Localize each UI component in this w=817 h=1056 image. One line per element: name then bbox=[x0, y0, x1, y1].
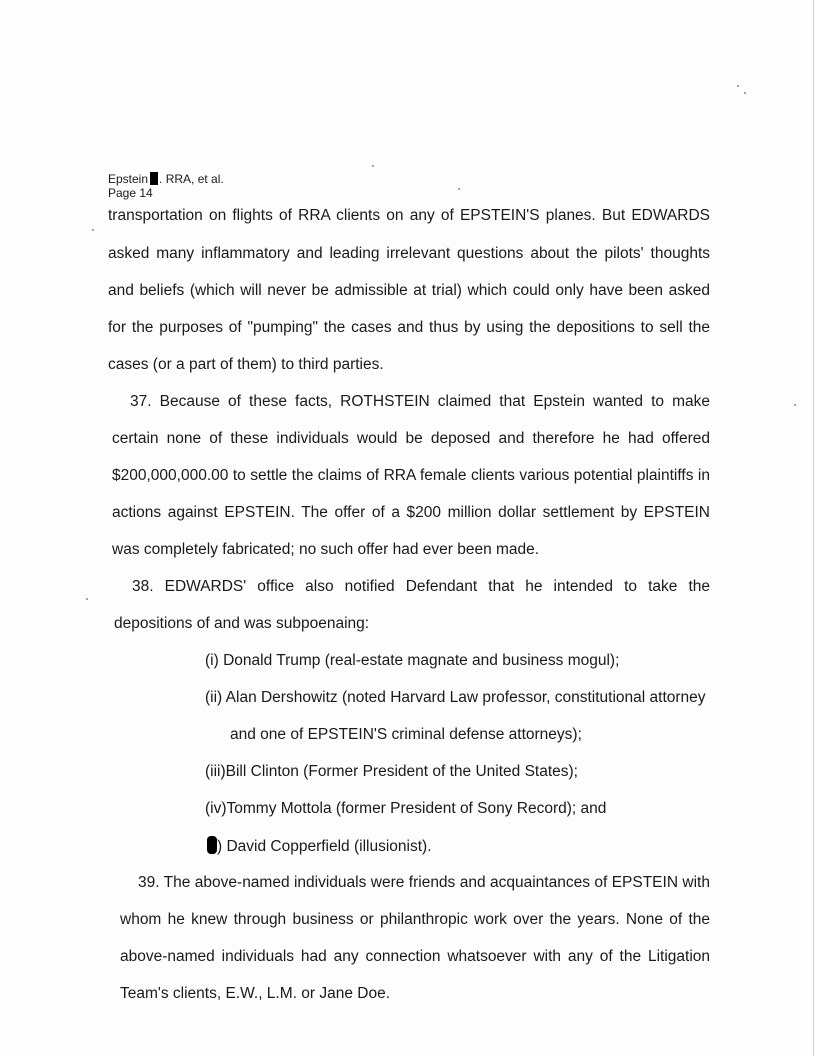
body-line: for the purposes of "pumping" the cases and thus by using the depositions to sell the bbox=[108, 319, 710, 336]
redaction-block bbox=[207, 836, 217, 854]
body-line: cases (or a part of them) to third parties. bbox=[108, 356, 384, 373]
body-line: Team's clients, E.W., L.M. or Jane Doe. bbox=[120, 985, 391, 1002]
scan-speck bbox=[737, 85, 739, 87]
body-line: transportation on flights of RRA clients on any of EPSTEIN'S planes. But EDWARDS bbox=[108, 207, 710, 224]
scan-speck bbox=[86, 598, 88, 600]
page-number: Page 14 bbox=[108, 186, 153, 200]
body-line: asked many inflammatory and leading irrelevant questions about the pilots' thoughts bbox=[108, 245, 710, 262]
body-line: actions against EPSTEIN. The offer of a $200 million dollar settlement by EPSTEIN bbox=[112, 504, 710, 521]
list-item-dershowitz: (ii) Alan Dershowitz (noted Harvard Law professor, constitutional attorney bbox=[205, 689, 706, 706]
caption-name: Epstein bbox=[108, 172, 149, 186]
body-line: was completely fabricated; no such offer had ever been made. bbox=[112, 541, 540, 558]
paragraph-38-line: 38. EDWARDS' office also notified Defendant that he intended to take the bbox=[132, 578, 710, 595]
caption-rest: . RRA, et al. bbox=[159, 172, 224, 186]
paragraph-37-line: 37. Because of these facts, ROTHSTEIN claimed that Epstein wanted to make bbox=[130, 393, 710, 410]
body-line: above-named individuals had any connection whatsoever with any of the Litigation bbox=[120, 948, 710, 965]
list-item-trump: (i) Donald Trump (real-estate magnate and business mogul); bbox=[205, 652, 620, 669]
scan-speck bbox=[794, 404, 796, 406]
body-line: and beliefs (which will never be admissible at trial) which could only have been asked bbox=[108, 282, 710, 299]
scan-speck bbox=[372, 165, 374, 167]
paragraph-39-line: 39. The above-named individuals were friends and acquaintances of EPSTEIN with bbox=[138, 874, 710, 891]
list-item-copperfield-text: ) David Copperfield (illusionist). bbox=[217, 838, 432, 855]
list-item-mottola: (iv)Tommy Mottola (former President of Sony Record); and bbox=[205, 800, 607, 817]
page-edge bbox=[813, 0, 814, 1056]
list-item-copperfield bbox=[205, 836, 432, 857]
case-caption bbox=[108, 172, 224, 186]
list-item-clinton: (iii)Bill Clinton (Former President of the United States); bbox=[205, 763, 578, 780]
list-item-dershowitz-cont: and one of EPSTEIN'S criminal defense attorneys); bbox=[230, 726, 582, 743]
scan-speck bbox=[92, 229, 94, 231]
body-line: $200,000,000.00 to settle the claims of RRA female clients various potential plaintiffs in bbox=[112, 467, 710, 484]
page-header bbox=[108, 172, 224, 200]
scan-speck bbox=[458, 188, 460, 190]
scan-speck bbox=[744, 92, 746, 94]
body-line: certain none of these individuals would be deposed and therefore he had offered bbox=[112, 430, 710, 447]
body-line: whom he knew through business or philanthropic work over the years. None of the bbox=[120, 911, 710, 928]
body-line: depositions of and was subpoenaing: bbox=[114, 615, 370, 632]
redaction-block bbox=[150, 172, 158, 185]
